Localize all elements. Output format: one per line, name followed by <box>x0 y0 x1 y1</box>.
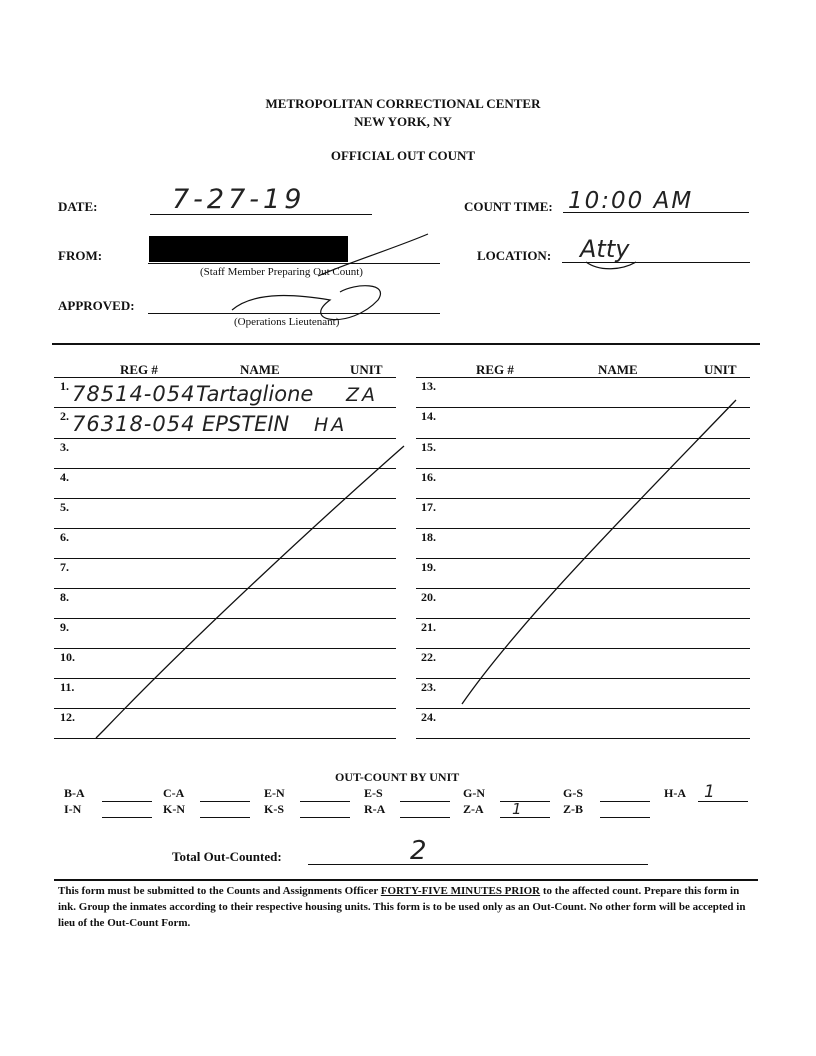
total-line <box>308 864 648 865</box>
unit-blank <box>400 801 450 802</box>
unit-label: G-S <box>563 786 584 800</box>
unit-blank <box>600 817 650 818</box>
approved-label: APPROVED: <box>58 298 135 313</box>
left-header-name: NAME <box>240 362 280 377</box>
facility-name: METROPOLITAN CORRECTIONAL CENTER <box>265 96 541 111</box>
footer-rule <box>54 879 758 881</box>
entry-1-reg: 78514-054 <box>72 382 196 406</box>
unit-label: K-N <box>163 802 185 816</box>
row-number: 4. <box>60 470 69 484</box>
approved-caption: (Operations Lieutenant) <box>234 316 340 328</box>
unit-label: B-A <box>64 786 85 800</box>
unit-blank <box>500 801 550 802</box>
row-number: 11. <box>60 680 75 694</box>
total-value: 2 <box>410 836 427 866</box>
row-number: 21. <box>421 620 436 634</box>
entry-2-name: EPSTEIN <box>202 412 290 436</box>
unit-blank <box>102 817 152 818</box>
form-title: OFFICIAL OUT COUNT <box>330 148 476 163</box>
footer-text-underlined: FORTY-FIVE MINUTES PRIOR <box>380 885 541 897</box>
count-time-label: COUNT TIME: <box>464 199 553 214</box>
row-number: 24. <box>421 710 436 724</box>
location-value: Atty <box>580 235 630 263</box>
unit-blank <box>200 817 250 818</box>
unit-label: G-N <box>463 786 485 800</box>
row-number: 2. <box>60 409 69 423</box>
by-unit-title: OUT-COUNT BY UNIT <box>335 770 460 784</box>
count-time-value: 10:00 AM <box>568 188 694 214</box>
unit-blank <box>102 801 152 802</box>
total-label: Total Out-Counted: <box>172 849 282 864</box>
row-number: 22. <box>421 650 436 664</box>
unit-label: C-A <box>163 786 185 800</box>
footer-instructions <box>58 883 748 931</box>
left-void-slash <box>96 446 404 738</box>
row-number: 20. <box>421 590 436 604</box>
row-number: 15. <box>421 440 436 454</box>
row-number: 9. <box>60 620 69 634</box>
row-number: 1. <box>60 379 69 393</box>
unit-label: E-N <box>264 786 285 800</box>
footer-text-pre: This form must be submitted to the Counts and Assignments Officer <box>58 885 381 897</box>
entry-2-reg: 76318-054 <box>72 412 196 436</box>
row-number: 12. <box>60 710 75 724</box>
entry-1-unit: ZA <box>346 384 379 406</box>
row-number: 7. <box>60 560 69 574</box>
left-header-unit: UNIT <box>350 362 383 377</box>
row-number: 8. <box>60 590 69 604</box>
footer-text-post: to the affected count. Prepare this form in ink. Group the inmates according to their respective housing units. This form is to be used only as an Out-Count. No other form will be accepted in lieu of the Out-Count Form. <box>58 885 746 929</box>
unit-label: Z-B <box>563 802 584 816</box>
unit-blank <box>500 817 550 818</box>
entry-2-unit: HA <box>314 414 348 436</box>
unit-blank <box>300 817 350 818</box>
right-void-slash <box>462 400 736 704</box>
row-number: 6. <box>60 530 69 544</box>
ha-count: 1 <box>704 782 715 802</box>
row-number: 19. <box>421 560 436 574</box>
unit-label: E-S <box>364 786 383 800</box>
right-header-name: NAME <box>598 362 638 377</box>
unit-label: K-S <box>264 802 285 816</box>
unit-blank <box>600 801 650 802</box>
row-number: 3. <box>60 440 69 454</box>
date-value: 7-27-19 <box>172 184 306 215</box>
date-label: DATE: <box>58 199 98 214</box>
from-label: FROM: <box>58 248 103 263</box>
right-header-reg: REG # <box>476 362 514 377</box>
unit-label: R-A <box>364 802 386 816</box>
za-count: 1 <box>512 800 522 818</box>
row-number: 14. <box>421 409 436 423</box>
unit-label: Z-A <box>463 802 484 816</box>
left-header-reg: REG # <box>120 362 158 377</box>
right-header-unit: UNIT <box>704 362 737 377</box>
row-number: 16. <box>421 470 436 484</box>
location-label: LOCATION: <box>477 248 552 263</box>
unit-label: I-N <box>64 802 82 816</box>
unit-label: H-A <box>664 786 686 800</box>
from-caption: (Staff Member Preparing Out Count) <box>200 266 363 278</box>
row-number: 23. <box>421 680 436 694</box>
row-number: 17. <box>421 500 436 514</box>
unit-blank <box>200 801 250 802</box>
row-number: 18. <box>421 530 436 544</box>
unit-blank <box>300 801 350 802</box>
row-number: 10. <box>60 650 75 664</box>
row-number: 13. <box>421 379 436 393</box>
entry-1-name: Tartaglione <box>196 382 314 406</box>
row-number: 5. <box>60 500 69 514</box>
unit-blank <box>400 817 450 818</box>
facility-city: NEW YORK, NY <box>354 114 452 129</box>
